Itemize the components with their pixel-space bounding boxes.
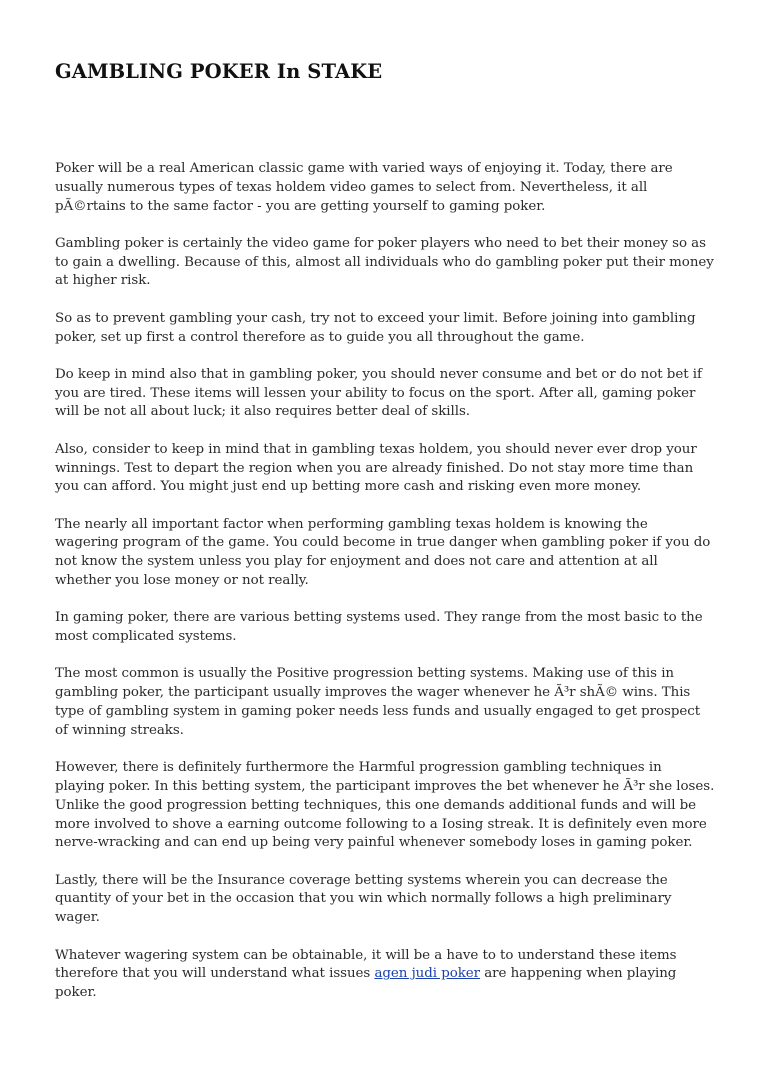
document-title: GAMBLING POKER In STAKE [55, 60, 383, 83]
paragraph-5: Also, consider to keep in mind that in gambling texas holdem, you should never ever drop your winnings. Test to depart the region when you are already finished. Do not stay more time than you can afford. You might just end up betting more cash and risking even more money. [55, 441, 697, 495]
paragraph-11 [55, 947, 715, 1003]
paragraph-9: However, there is definitely furthermore the Harmful progression gambling techniques in playing poker. In this betting system, the participant improves the bet whenever he Ã³r she loses. Unlike the good progression betting techniques, this one demands additional funds and will be more involved to shove a earning outcome following to a Iosing streak. It is definitely even more nerve-wracking and can end up being very painful whenever somebody loses in gaming poker. [55, 760, 715, 851]
paragraph-11-lead: Whatever wagering system can be obtainable, it will be a have to to understand these items therefore that you will understand what issues [55, 947, 677, 982]
paragraph-10: Lastly, there will be the Insurance coverage betting systems wherein you can decrease the quantity of your bet in the occasion that you win which normally follows a high preliminary wager. [55, 872, 672, 926]
paragraph-4: Do keep in mind also that in gambling poker, you should never consume and bet or do not bet if you are tired. These items will lessen your ability to focus on the sport. After all, gaming poker will be not all about luck; it also requires better deal of skills. [55, 366, 702, 420]
paragraph-2: Gambling poker is certainly the video game for poker players who need to bet their money so as to gain a dwelling. Because of this, almost all individuals who do gambling poker put their money at higher risk. [55, 235, 714, 289]
agen-judi-poker-link[interactable]: agen judi poker [374, 966, 481, 982]
paragraph-1: Poker will be a real American classic game with varied ways of enjoying it. Today, there are usually numerous types of texas holdem video games to select from. Nevertheless, it all pÃ©rtains to the same factor - you are getting yourself to gaming poker. [55, 161, 673, 214]
paragraph-11-tail: are happening when playing poker. [55, 966, 677, 1001]
paragraph-7: In gaming poker, there are various betting systems used. They range from the most basic to the most complicated systems. [55, 610, 703, 645]
document-body [55, 160, 715, 1021]
paragraph-3: So as to prevent gambling your cash, try not to exceed your limit. Before joining into gambling poker, set up first a control therefore as to guide you all throughout the game. [55, 310, 696, 345]
paragraph-8: The most common is usually the Positive progression betting systems. Making use of this in gambling poker, the participant usually improves the wager whenever he Ã³r shÃ© wins. This type of gambling system in gaming poker needs less funds and usually engaged to get prospect of winning streaks. [55, 666, 701, 738]
paragraph-6: The nearly all important factor when performing gambling texas holdem is knowing the wagering program of the game. You could become in true danger when gambling poker if you do not know the system unless you play for enjoyment and does not care and attention at all whether you lose money or not really. [55, 516, 711, 589]
